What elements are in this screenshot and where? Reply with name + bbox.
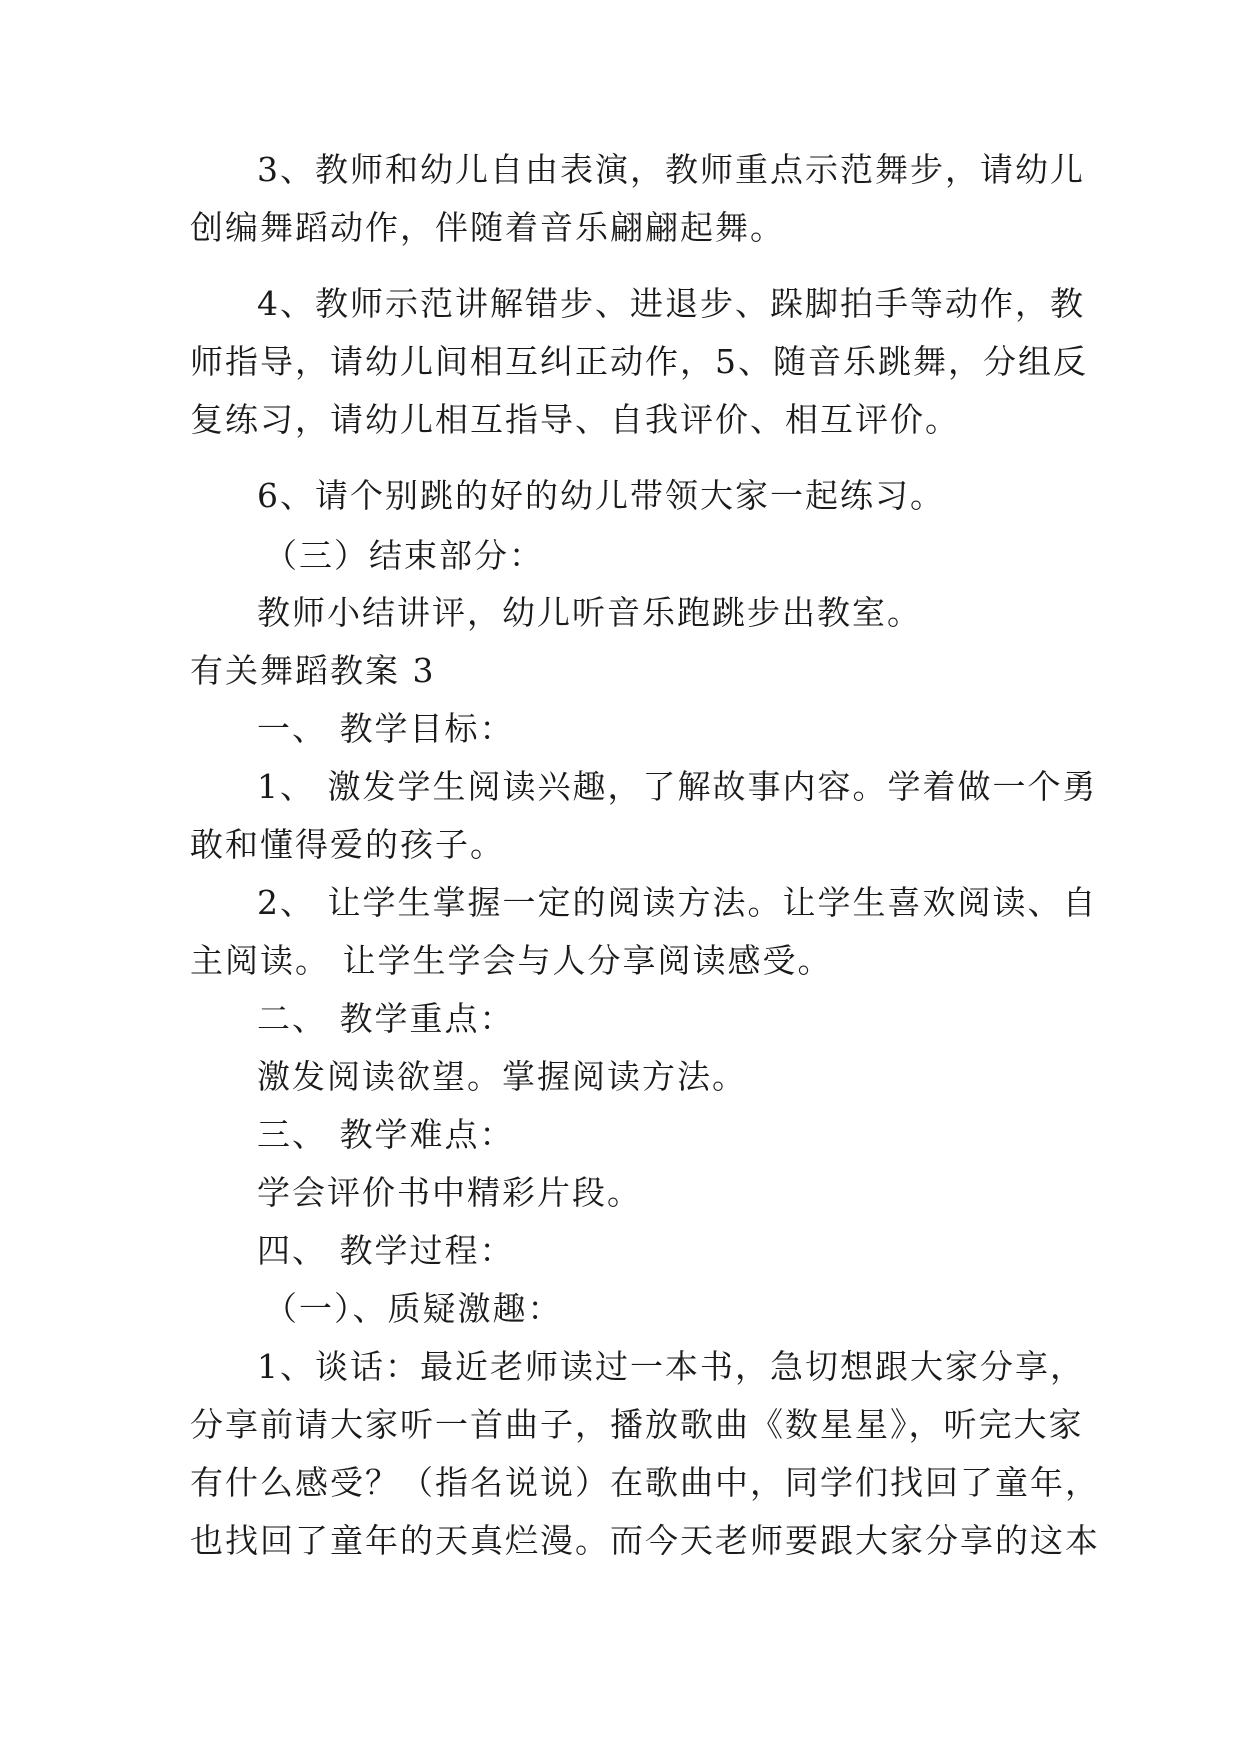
paragraph-line: 1、 激发学生阅读兴趣，了解故事内容。学着做一个勇	[257, 767, 1098, 806]
paragraph-line: 6、请个别跳的好的幼儿带领大家一起练习。	[257, 476, 945, 515]
section-heading: （一）、质疑激趣：	[264, 1289, 563, 1328]
paragraph-line: 师指导，请幼儿间相互纠正动作，5、随音乐跳舞，分组反	[190, 342, 1088, 381]
document-title: 有关舞蹈教案 3	[190, 651, 436, 690]
paragraph-line: 教师小结讲评，幼儿听音乐跑跳步出教室。	[257, 593, 922, 632]
paragraph-line: 4、教师示范讲解错步、进退步、跺脚拍手等动作，教	[257, 284, 1085, 323]
paragraph-line: 1、谈话：最近老师读过一本书，急切想跟大家分享，	[257, 1347, 1085, 1386]
paragraph-line: 敢和懂得爱的孩子。	[190, 825, 505, 864]
section-heading: 二、 教学重点：	[257, 999, 515, 1038]
section-heading: 四、 教学过程：	[257, 1231, 515, 1270]
section-heading: 三、 教学难点：	[257, 1115, 515, 1154]
paragraph-line: 3、教师和幼儿自由表演，教师重点示范舞步，请幼儿	[257, 150, 1085, 189]
paragraph-line: 学会评价书中精彩片段。	[257, 1173, 642, 1212]
paragraph-line: 创编舞蹈动作，伴随着音乐翩翩起舞。	[190, 208, 785, 247]
paragraph-line: 主阅读。 让学生学会与人分享阅读感受。	[190, 941, 833, 980]
paragraph-line: 激发阅读欲望。掌握阅读方法。	[257, 1057, 747, 1096]
paragraph-line: 分享前请大家听一首曲子，播放歌曲《数星星》，听完大家	[190, 1405, 1084, 1444]
section-heading: 一、 教学目标：	[257, 709, 515, 748]
paragraph-line: 也找回了童年的天真烂漫。而今天老师要跟大家分享的这本	[190, 1521, 1100, 1560]
paragraph-line: 复练习，请幼儿相互指导、自我评价、相互评价。	[190, 400, 960, 439]
section-heading: （三）结束部分：	[264, 536, 544, 575]
paragraph-line: 2、 让学生掌握一定的阅读方法。让学生喜欢阅读、自	[257, 883, 1098, 922]
paragraph-line: 有什么感受？（指名说说）在歌曲中，同学们找回了童年，	[190, 1463, 1100, 1502]
